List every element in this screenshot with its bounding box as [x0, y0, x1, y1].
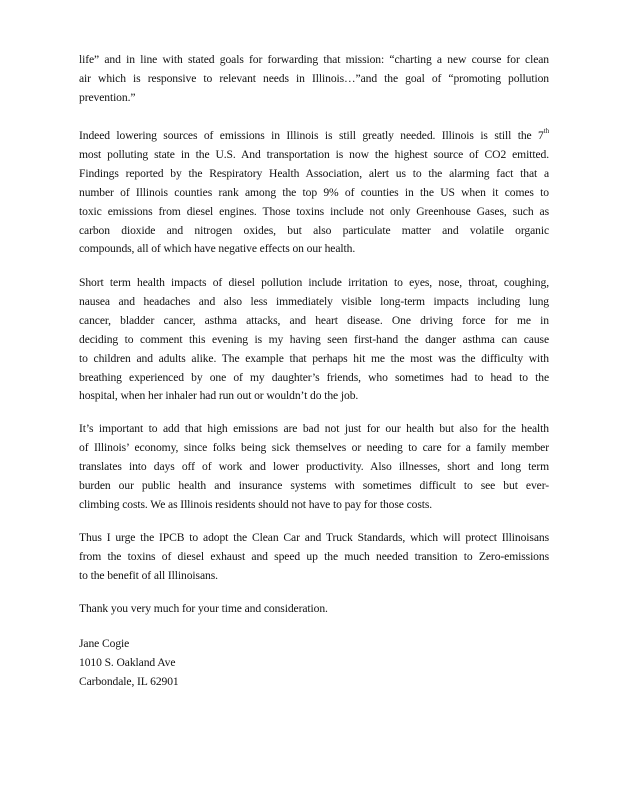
paragraph-health-impacts [79, 274, 549, 406]
closing-line [79, 600, 549, 619]
text-line: life” and in line with stated goals for forwarding that mission: “charting a new course for clean [79, 53, 549, 66]
text-line [79, 127, 549, 146]
text-line: to children and adults alike. The example that perhaps hit me the most was the difficulty with [79, 351, 549, 365]
text-line: deciding to comment this evening is my having seen first-hand the danger asthma can cause [79, 332, 549, 346]
text-line: burden our public health and insurance systems with sometimes difficult to see but ever- [79, 478, 549, 492]
text-line: breathing experienced by one of my daughter’s friends, who sometimes had to head to the [79, 370, 549, 384]
paragraph-request [79, 529, 549, 586]
superscript: th [543, 127, 549, 136]
closing-text: Thank you very much for your time and consideration. [79, 602, 328, 615]
signature-city: Carbondale, IL 62901 [79, 674, 179, 688]
paragraph-mission [79, 51, 549, 108]
text-line: to the benefit of all Illinoisans. [79, 568, 218, 582]
paragraph-economy [79, 420, 549, 515]
text-line: hospital, when her inhaler had run out or wouldn’t do the job. [79, 389, 359, 403]
paragraph-emissions [79, 127, 549, 259]
signature-address: 1010 S. Oakland Ave [79, 655, 176, 669]
text-line: prevention.” [79, 90, 136, 104]
text-line: compounds, all of which have negative effects on our health. [79, 242, 356, 256]
text-line: It’s important to add that high emissions are bad not just for our health but also for the health [79, 422, 549, 435]
text-line: translates into days off of work and lower productivity. Also illnesses, short and long term [79, 459, 549, 473]
text-segment: Indeed lowering sources of emissions in Illinois is still greatly needed. Illinois is still the 7 [79, 129, 544, 142]
text-line: Thus I urge the IPCB to adopt the Clean Car and Truck Standards, which will protect Illinoisans [79, 531, 549, 544]
text-line: number of Illinois counties rank among the top 9% of counties in the US when it comes to [79, 185, 549, 199]
text-line: most polluting state in the U.S. And transportation is now the highest source of CO2 emitted. [79, 147, 549, 161]
text-line: nausea and headaches and also less immediately visible long-term impacts including lung [79, 294, 549, 308]
signature-name: Jane Cogie [79, 637, 130, 650]
text-line: cancer, bladder cancer, asthma attacks, and heart disease. One driving force for me in [79, 313, 549, 327]
text-line: from the toxins of diesel exhaust and speed up the much needed transition to Zero-emissions [79, 549, 549, 563]
text-line: Short term health impacts of diesel pollution include irritation to eyes, nose, throat, coughing, [79, 276, 549, 289]
text-line: of Illinois’ economy, since folks being sick themselves or needing to care for a family member [79, 440, 549, 454]
text-line: climbing costs. We as Illinois residents should not have to pay for those costs. [79, 497, 433, 511]
text-line: toxic emissions from diesel engines. Those toxins include not only Greenhouse Gases, such as [79, 204, 549, 218]
text-line: air which is responsive to relevant needs in Illinois…”and the goal of “promoting pollution [79, 71, 549, 85]
text-line: carbon dioxide and nitrogen oxides, but also particulate matter and volatile organic [79, 223, 549, 237]
text-line: Findings reported by the Respiratory Health Association, alert us to the alarming fact that a [79, 166, 549, 180]
signature-block [79, 635, 549, 692]
